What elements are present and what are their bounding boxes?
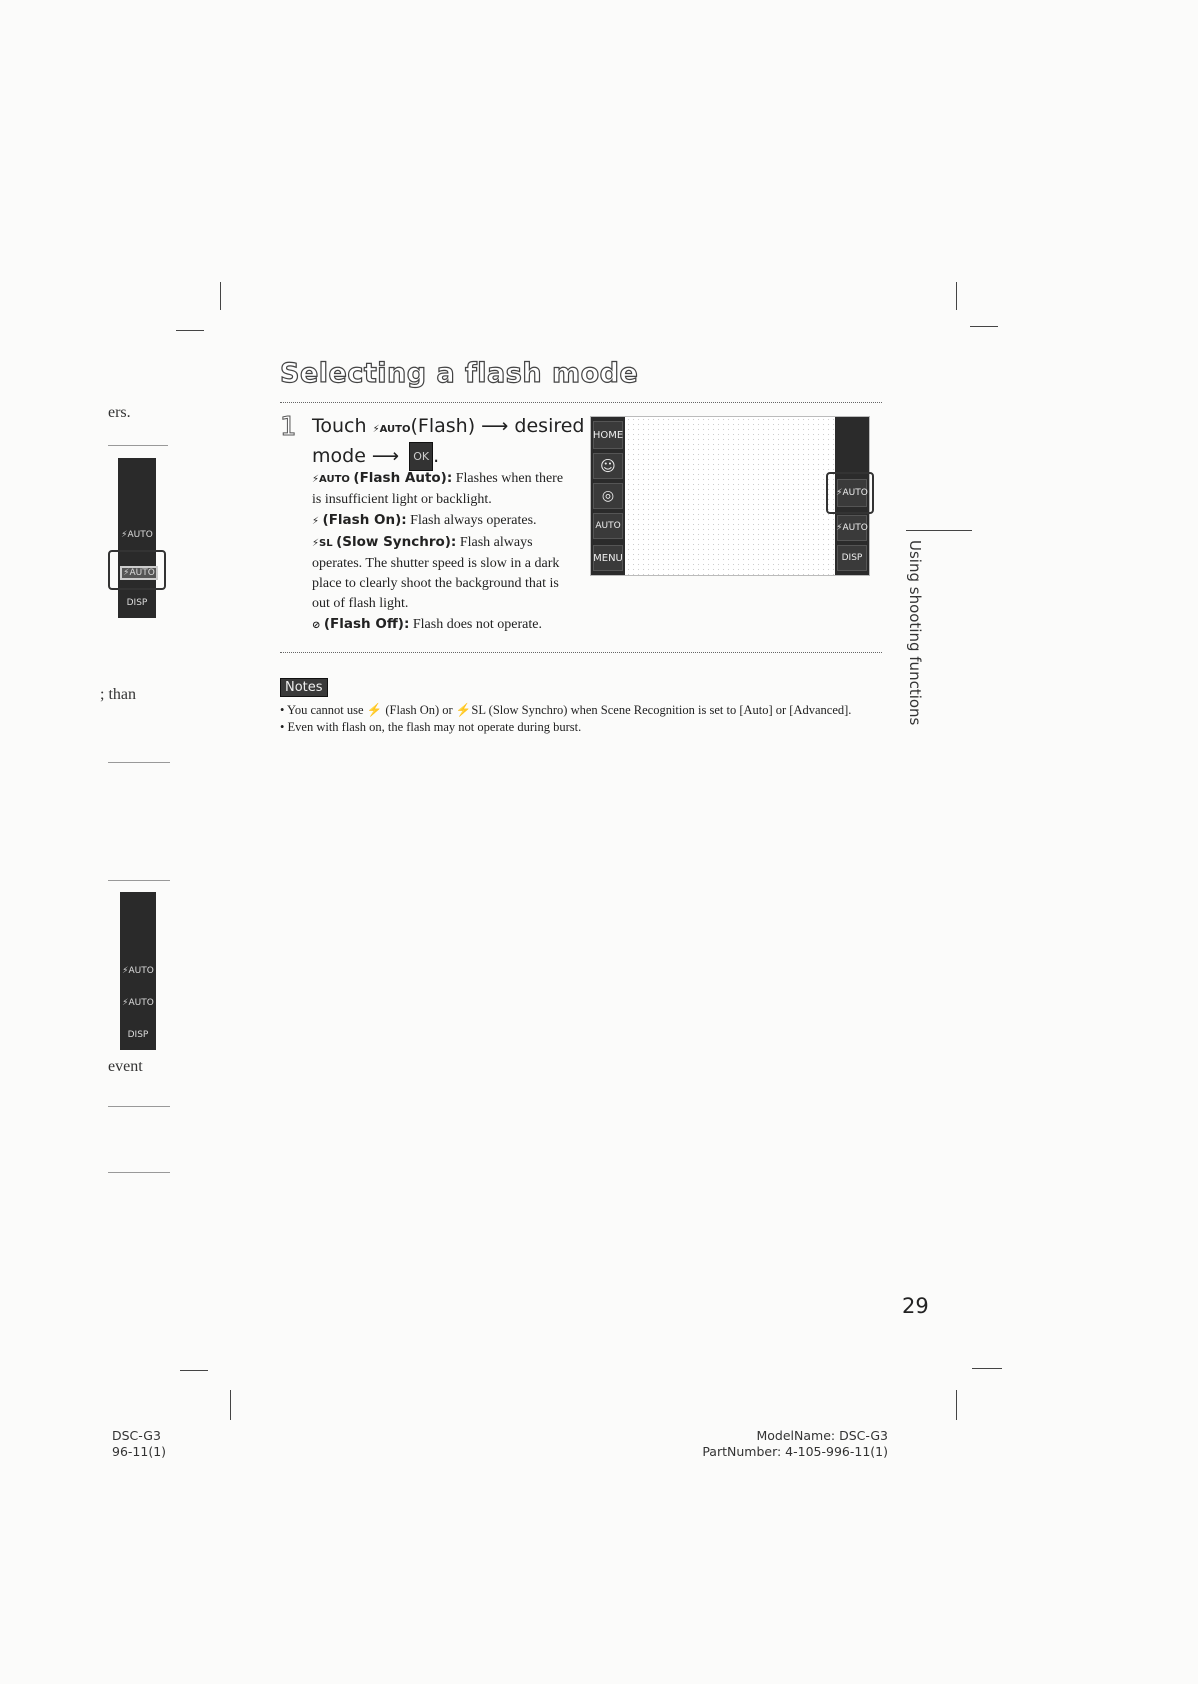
- margin-fragment: event: [108, 1058, 143, 1075]
- crop-mark: [956, 1390, 957, 1420]
- flash-button-highlight: [826, 472, 874, 514]
- page-title: Selecting a flash mode: [280, 358, 639, 389]
- flash-mode-label: (Flash Off):: [323, 616, 410, 632]
- divider: [108, 762, 170, 763]
- flash-mode-item: [312, 468, 574, 510]
- auto-mode-button: AUTO: [593, 513, 623, 539]
- crop-mark: [970, 326, 998, 327]
- slow-synchro-icon: ⚡SL: [312, 538, 333, 549]
- flash-auto-icon: ⚡AUTO: [312, 474, 350, 485]
- footer-part: 96-11(1): [112, 1444, 167, 1459]
- crop-mark: [220, 282, 221, 310]
- mini-flash-button: ⚡AUTO: [122, 966, 154, 976]
- crop-mark: [972, 1368, 1002, 1369]
- margin-fragment: ers.: [108, 404, 131, 421]
- menu-button: MENU: [593, 545, 623, 571]
- flash-mode-item: [312, 510, 574, 532]
- mini-disp-button: DISP: [127, 1030, 149, 1040]
- footer-left: [112, 1428, 166, 1460]
- step-text: mode ⟶: [312, 445, 406, 467]
- note-item: • Even with flash on, the flash may not operate during burst.: [280, 720, 582, 734]
- flash-off-icon: ⊘: [312, 620, 321, 631]
- note-text: Even with flash on, the flash may not operate during burst.: [287, 720, 582, 734]
- smile-icon: ☺: [593, 453, 623, 479]
- flash-mode-label: (Slow Synchro):: [336, 534, 457, 550]
- mini-flash-button-selected: ⚡AUTO: [120, 566, 158, 580]
- step-heading: [312, 414, 592, 471]
- selection-frame: [108, 550, 166, 590]
- crop-mark: [176, 330, 204, 331]
- flash-button: ⚡AUTO: [837, 479, 867, 507]
- flash-mode-item: [312, 614, 574, 636]
- footer-model: DSC-G3: [112, 1428, 161, 1443]
- mini-camera-bar: [120, 892, 156, 1050]
- flash-mode-label: (Flash On):: [322, 512, 407, 528]
- divider: [280, 402, 882, 403]
- camera-left-bar: [591, 417, 625, 575]
- footer-right: [700, 1428, 888, 1460]
- mini-camera-bar: [118, 458, 156, 618]
- step-text: Touch: [312, 415, 373, 437]
- flash-auto-icon: ⚡AUTO: [372, 424, 411, 435]
- notes-badge: Notes: [280, 678, 328, 697]
- divider: [108, 880, 170, 881]
- flash-mode-item: [312, 532, 574, 614]
- margin-fragment: ; than: [100, 686, 136, 703]
- crop-mark: [180, 1370, 208, 1371]
- divider: [108, 445, 168, 446]
- disp-button: DISP: [837, 545, 867, 571]
- flash-mode-text: Flashes when there is insufficient light or backlight.: [312, 471, 564, 507]
- flash-mode-label: (Flash Auto):: [353, 470, 453, 486]
- crop-mark: [230, 1390, 231, 1420]
- divider: [280, 652, 882, 653]
- footer-model-name: ModelName: DSC-G3: [756, 1428, 888, 1443]
- notes-heading: [280, 676, 328, 695]
- flash-on-icon: ⚡: [312, 516, 320, 527]
- footer-part-number: PartNumber: 4-105-996-11(1): [702, 1444, 888, 1459]
- step-text: .: [433, 445, 440, 467]
- divider: [108, 1106, 170, 1107]
- note-text: You cannot use ⚡ (Flash On) or ⚡SL (Slow Synchro) when Scene Recognition is set to [Auto] or [Advanced].: [287, 703, 852, 717]
- step-number: 1: [280, 412, 297, 442]
- crop-mark: [956, 282, 957, 310]
- mini-flash-button: ⚡AUTO: [121, 530, 153, 540]
- flash-mode-text: Flash does not operate.: [409, 617, 542, 632]
- section-side-tab: Using shooting functions: [906, 540, 924, 726]
- mini-disp-button: DISP: [126, 598, 148, 608]
- step-text: (Flash) ⟶ desired: [410, 415, 585, 437]
- mini-flash-button: ⚡AUTO: [122, 998, 154, 1008]
- notes-list: [280, 702, 880, 736]
- face-detect-icon: ◎: [593, 483, 623, 509]
- note-item: • You cannot use ⚡ (Flash On) or ⚡SL (Slow Synchro) when Scene Recognition is set to [Auto] or [Advanced].: [280, 703, 852, 717]
- flash-mode-button: ⚡AUTO: [837, 515, 867, 541]
- flash-mode-list: [312, 468, 574, 636]
- ok-icon: OK: [409, 442, 433, 471]
- side-tab-rule: [906, 530, 972, 531]
- page-number: 29: [902, 1294, 929, 1318]
- home-button: HOME: [593, 421, 623, 449]
- flash-mode-text: Flash always operates.: [406, 513, 537, 528]
- flash-mode-text: Flash always operates. The shutter speed is slow in a dark place to clearly shoot the background that is out of flash light.: [312, 535, 560, 611]
- divider: [108, 1172, 170, 1173]
